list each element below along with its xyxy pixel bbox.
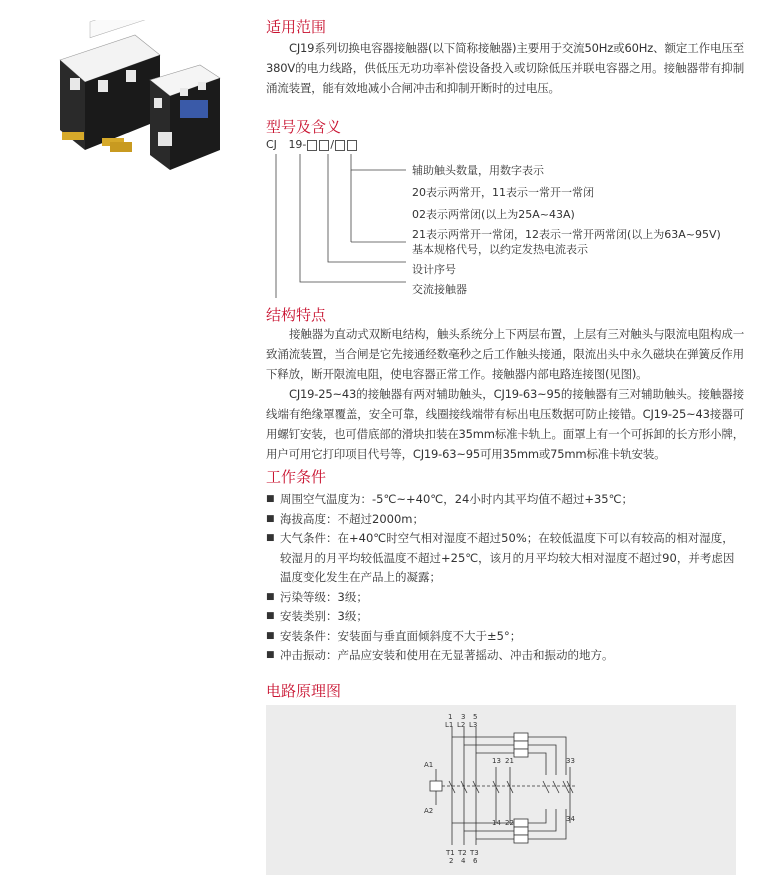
conditions-list [266, 490, 744, 666]
contactor-back [60, 20, 160, 152]
label-t3: T3 [470, 849, 479, 857]
scope-title: 适用范围 [266, 18, 327, 36]
bullet: ■ [266, 611, 275, 621]
scope-paragraph: CJ19系列切换电容器接触器(以下简称接触器)主要用于交流50Hz或60Hz、额定工作电压至380V的电力线路，供低压无功功率补偿设备投入或切除低压并联电容器之用。接触器带有抑制涌流装置，能有效地减小合闸冲击和抑制开断时的过电压。 [266, 41, 744, 95]
code-box-2 [319, 140, 329, 151]
label-t2: T2 [458, 849, 467, 857]
label-t1: T1 [446, 849, 455, 857]
aux-13: 13 [492, 757, 501, 765]
aux-14: 14 [492, 819, 501, 827]
condition-text: 冲击振动：产品应安装和使用在无显著摇动、冲击和振动的地方。 [280, 648, 614, 662]
condition-item [266, 490, 744, 510]
condition-item [266, 627, 744, 647]
label-l2: L2 [457, 721, 466, 729]
bullet: ■ [266, 533, 275, 543]
code-prefix: CJ [266, 138, 277, 151]
model-desc-design: 设计序号 [412, 263, 456, 276]
structure-paragraph-2: CJ19-25~43的接触器有两对辅助触头，CJ19-63~95的接触器有三对辅助触头。接触器接线端有绝缘罩覆盖，安全可靠，线圈接线端带有标出电压数据可防止接错。CJ19-25~43接器可用螺钉安装，也可借底部的滑块扣装在35mm标准卡轨上。面罩上有一个可拆卸的长方形小牌，用户可用它打印项目代号等，CJ19-63~95可用35mm或75mm标准卡轨安装。 [266, 387, 744, 461]
coil-a2: A2 [424, 807, 434, 815]
condition-text: 大气条件：在+40℃时空气相对湿度不超过50%；在较低温度下可以有较高的相对湿度，较湿月的月平均较低温度不超过+25℃，该月的月平均较大相对湿度不超过90，并考虑因温度变化发生在产品上的凝露； [280, 531, 735, 584]
condition-text: 海拔高度：不超过2000m； [280, 511, 424, 526]
bullet: ■ [266, 513, 275, 524]
aux-21: 21 [505, 757, 514, 765]
condition-item [266, 607, 744, 627]
code-series: 19- [288, 138, 307, 151]
condition-text: 安装条件：安装面与垂直面倾斜度不大于±5°； [280, 628, 522, 643]
condition-item [266, 588, 744, 608]
aux-33: 33 [566, 757, 575, 765]
bullet: ■ [266, 650, 275, 660]
model-title: 型号及含义 [266, 118, 342, 136]
condition-item [266, 510, 744, 530]
circuit-diagram-panel [266, 705, 736, 875]
model-desc-spec: 基本规格代号，以约定发热电流表示 [412, 243, 588, 256]
condition-text: 周围空气温度为：-5℃~+40℃，24小时内其平均值不超过+35℃； [280, 492, 634, 506]
model-desc-20-11: 20表示两常开，11表示一常开一常闭 [412, 186, 594, 199]
code-box-3 [335, 140, 345, 151]
condition-text: 安装类别：3级； [280, 609, 368, 623]
label-l3: L3 [469, 721, 478, 729]
model-code-diagram [266, 138, 746, 298]
circuit-diagram [266, 705, 736, 875]
contactor-front [150, 65, 220, 170]
structure-title: 结构特点 [266, 306, 327, 324]
code-box-4 [347, 140, 357, 151]
terminal-4: 4 [461, 857, 466, 865]
model-code [266, 138, 358, 151]
aux-34: 34 [566, 815, 575, 823]
label-l1: L1 [445, 721, 454, 729]
bullet: ■ [266, 494, 275, 504]
condition-text: 污染等级：3级； [280, 589, 368, 604]
code-sep: / [330, 138, 335, 151]
bullet: ■ [266, 591, 275, 602]
terminal-3: 3 [461, 713, 466, 721]
model-desc-ac: 交流接触器 [412, 283, 467, 296]
structure-paragraph-1: 接触器为直动式双断电结构，触头系统分上下两层布置，上层有三对触头与限流电阻构成一致涌流装置，当合闸是它先接通经数毫秒之后工作触头接通，限流出头中永久磁块在弹簧反作用下释放，断开限流电阻，使电容器正常工作。接触器内部电路连接图(见图)。 [266, 327, 744, 381]
terminal-6: 6 [473, 857, 478, 865]
conditions-title: 工作条件 [266, 468, 327, 486]
condition-item [266, 529, 744, 588]
circuit-title: 电路原理图 [266, 682, 342, 700]
scope-text [266, 38, 744, 98]
terminal-1: 1 [448, 713, 453, 721]
model-desc-aux: 辅助触头数量，用数字表示 [412, 164, 544, 177]
terminal-5: 5 [473, 713, 478, 721]
code-box-1 [307, 140, 317, 151]
aux-22: 22 [505, 819, 514, 827]
condition-item [266, 646, 744, 666]
product-photo [40, 20, 230, 180]
coil-a1: A1 [424, 761, 434, 769]
bullet: ■ [266, 630, 275, 641]
model-desc-21-12: 21表示两常开一常闭，12表示一常开两常闭(以上为63A~95V) [412, 228, 721, 241]
model-desc-02: 02表示两常闭(以上为25A~43A) [412, 208, 575, 221]
terminal-2: 2 [449, 857, 454, 865]
structure-text [266, 324, 744, 464]
